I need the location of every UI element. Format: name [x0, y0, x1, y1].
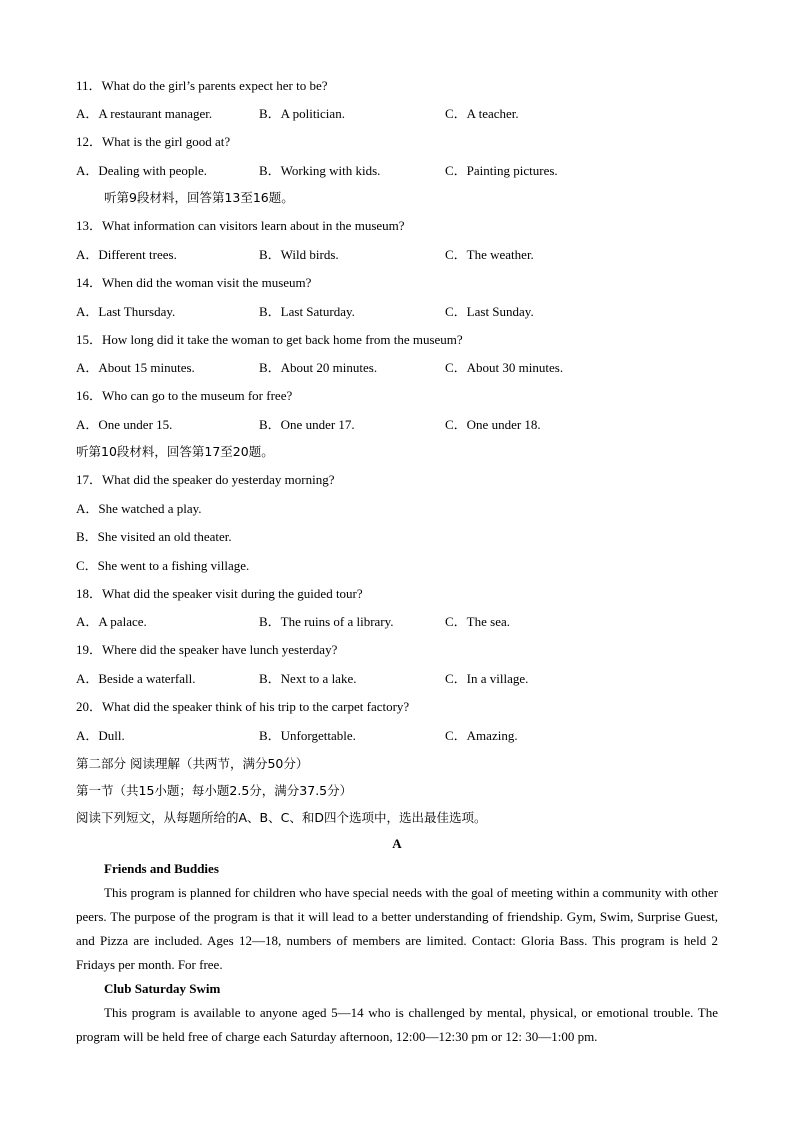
program-2-title: Club Saturday Swim	[104, 981, 221, 996]
option-c: C．The weather.	[445, 247, 534, 262]
option-c: C．Painting pictures.	[445, 163, 558, 178]
instruction-section-9: 听第9段材料，回答第13至16题。	[104, 190, 294, 205]
part-two-heading: 第二部分 阅读理解（共两节，满分50分）	[76, 756, 309, 771]
option-c: C．In a village.	[445, 671, 529, 686]
option-a: A．Different trees.	[76, 247, 177, 262]
question-15-stem: 15．How long did it take the woman to get back home from the museum?	[76, 332, 463, 347]
option-c: C．A teacher.	[445, 106, 519, 121]
option-b: B．A politician.	[259, 106, 345, 121]
option-b: B．Wild birds.	[259, 247, 339, 262]
option-a: A．One under 15.	[76, 417, 173, 432]
option-c: C．The sea.	[445, 614, 510, 629]
option-a: A．Dull.	[76, 728, 125, 743]
instruction-section-10: 听第10段材料，回答第17至20题。	[76, 444, 274, 459]
option-c: C．Amazing.	[445, 728, 518, 743]
option-b: B．Last Saturday.	[259, 304, 355, 319]
question-12-stem: 12．What is the girl good at?	[76, 134, 231, 149]
section-one-heading: 第一节（共15小题；每小题2.5分，满分37.5分）	[76, 783, 353, 798]
question-17-option-b: B．She visited an old theater.	[76, 529, 232, 544]
option-c: C．About 30 minutes.	[445, 360, 564, 375]
option-b: B．Unforgettable.	[259, 728, 356, 743]
question-11-stem: 11．What do the girl’s parents expect her to be?	[76, 78, 328, 93]
question-13-stem: 13．What information can visitors learn about in the museum?	[76, 218, 405, 233]
question-16-stem: 16．Who can go to the museum for free?	[76, 388, 293, 403]
question-19-stem: 19．Where did the speaker have lunch yesterday?	[76, 642, 338, 657]
option-c: C．One under 18.	[445, 417, 541, 432]
reading-instruction: 阅读下列短文，从每题所给的A、B、C、和D四个选项中，选出最佳选项。	[76, 810, 487, 825]
option-b: B．Working with kids.	[259, 163, 381, 178]
option-b: B．The ruins of a library.	[259, 614, 394, 629]
program-1-title: Friends and Buddies	[104, 861, 219, 876]
question-20-stem: 20．What did the speaker think of his trip to the carpet factory?	[76, 699, 410, 714]
passage-label: A	[392, 836, 402, 851]
option-a: A．A palace.	[76, 614, 147, 629]
option-b: B．One under 17.	[259, 417, 355, 432]
option-b: B．About 20 minutes.	[259, 360, 378, 375]
question-17-option-c: C．She went to a fishing village.	[76, 558, 250, 573]
option-a: A．A restaurant manager.	[76, 106, 213, 121]
option-a: A．Beside a waterfall.	[76, 671, 196, 686]
question-17-option-a: A．She watched a play.	[76, 501, 202, 516]
option-b: B．Next to a lake.	[259, 671, 357, 686]
option-c: C．Last Sunday.	[445, 304, 534, 319]
option-a: A．About 15 minutes.	[76, 360, 195, 375]
question-14-stem: 14．When did the woman visit the museum?	[76, 275, 312, 290]
option-a: A．Last Thursday.	[76, 304, 176, 319]
program-2-description: This program is available to anyone aged 5—14 who is challenged by mental, physical, or emotional trouble. The program will be held free of charge each Saturday afternoon, 12:00—12:30 pm or 12: 30—1:00 pm.	[76, 1005, 718, 1044]
option-a: A．Dealing with people.	[76, 163, 208, 178]
question-18-stem: 18．What did the speaker visit during the guided tour?	[76, 586, 363, 601]
program-1-description: This program is planned for children who have special needs with the goal of meeting within a community with other peers. The purpose of the program is that it will lead to a better understanding of friendship. Gym, Swim, Surprise Guest, and Pizza are included. Ages 12—18, numbers of members are limited. Contact: Gloria Bass. This program is held 2 Fridays per month. For free.	[76, 885, 718, 972]
question-17-stem: 17．What did the speaker do yesterday morning?	[76, 472, 335, 487]
